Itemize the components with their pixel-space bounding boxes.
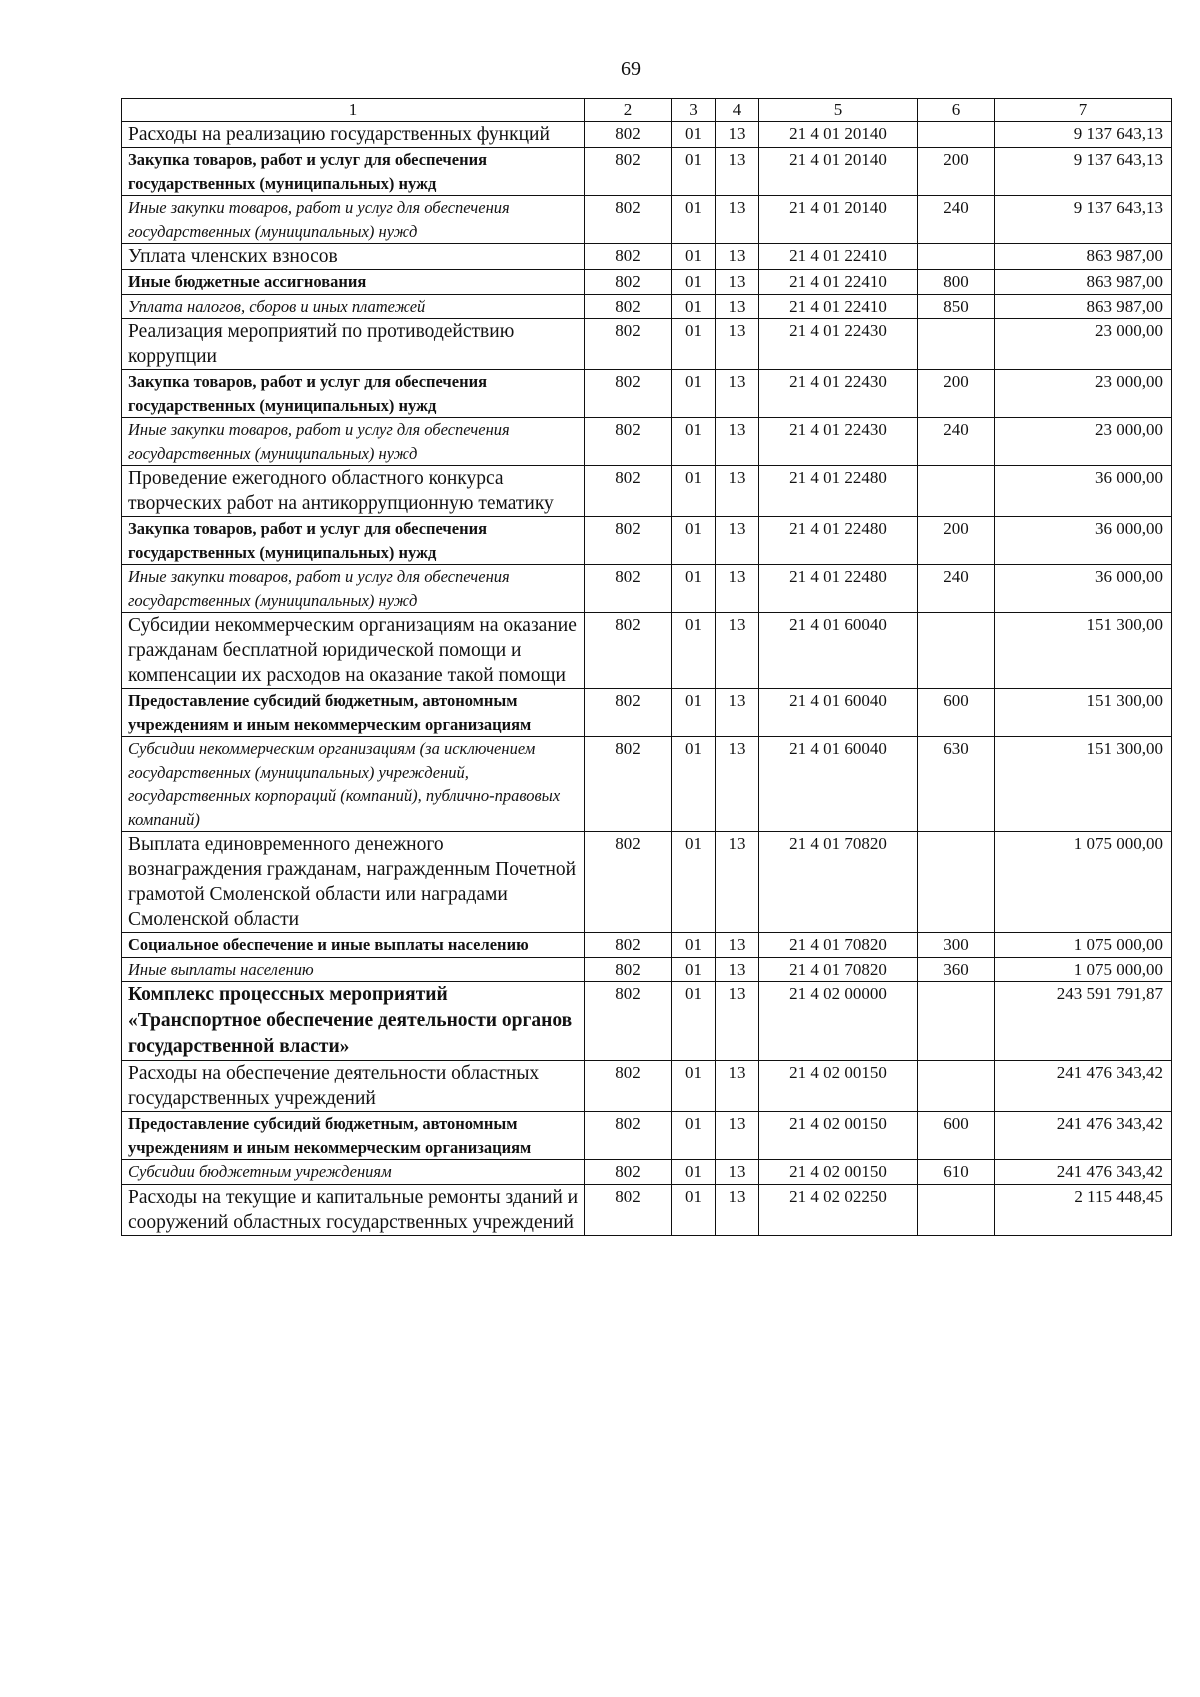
expense-type-code-cell: 300: [918, 933, 995, 958]
section-code-cell: 01: [672, 294, 716, 319]
expense-name-cell: Проведение ежегодного областного конкурса творческих работ на антикоррупционную тематику: [122, 466, 585, 517]
expense-name-cell: Предоставление субсидий бюджетным, автономным учреждениям и иным некоммерческим организациям: [122, 689, 585, 737]
table-row: [122, 689, 1172, 737]
amount-cell: 9 137 643,13: [995, 148, 1172, 196]
subsection-code-cell: 13: [716, 565, 759, 613]
expense-type-code-cell: [918, 319, 995, 370]
amount-cell: 9 137 643,13: [995, 122, 1172, 148]
section-code-cell: 01: [672, 319, 716, 370]
amount-cell: 241 476 343,42: [995, 1112, 1172, 1160]
ministry-code-cell: 802: [585, 565, 672, 613]
amount-cell: 863 987,00: [995, 244, 1172, 270]
section-code-cell: 01: [672, 933, 716, 958]
expense-type-code-cell: [918, 122, 995, 148]
section-code-cell: 01: [672, 1112, 716, 1160]
section-code-cell: 01: [672, 832, 716, 933]
target-article-code-cell: 21 4 01 70820: [759, 832, 918, 933]
expense-type-code-cell: [918, 244, 995, 270]
amount-cell: 241 476 343,42: [995, 1160, 1172, 1185]
subsection-code-cell: 13: [716, 148, 759, 196]
target-article-code-cell: 21 4 01 22410: [759, 294, 918, 319]
amount-cell: 1 075 000,00: [995, 933, 1172, 958]
target-article-code-cell: 21 4 01 22410: [759, 244, 918, 270]
ministry-code-cell: 802: [585, 466, 672, 517]
subsection-code-cell: 13: [716, 832, 759, 933]
amount-cell: 36 000,00: [995, 466, 1172, 517]
ministry-code-cell: 802: [585, 244, 672, 270]
subsection-code-cell: 13: [716, 933, 759, 958]
target-article-code-cell: 21 4 01 70820: [759, 933, 918, 958]
expense-type-code-cell: 200: [918, 148, 995, 196]
target-article-code-cell: 21 4 01 22430: [759, 418, 918, 466]
subsection-code-cell: 13: [716, 982, 759, 1061]
expense-type-code-cell: [918, 982, 995, 1061]
section-code-cell: 01: [672, 1061, 716, 1112]
expense-type-code-cell: 240: [918, 418, 995, 466]
subsection-code-cell: 13: [716, 1061, 759, 1112]
expense-name-cell: Расходы на реализацию государственных функций: [122, 122, 585, 148]
header-col-6: 6: [918, 99, 995, 122]
target-article-code-cell: 21 4 01 60040: [759, 613, 918, 689]
section-code-cell: 01: [672, 982, 716, 1061]
subsection-code-cell: 13: [716, 244, 759, 270]
table-row: [122, 370, 1172, 418]
table-row: [122, 565, 1172, 613]
ministry-code-cell: 802: [585, 1112, 672, 1160]
expense-type-code-cell: 850: [918, 294, 995, 319]
ministry-code-cell: 802: [585, 1061, 672, 1112]
section-code-cell: 01: [672, 957, 716, 982]
ministry-code-cell: 802: [585, 982, 672, 1061]
subsection-code-cell: 13: [716, 466, 759, 517]
expense-name-cell: Предоставление субсидий бюджетным, автономным учреждениям и иным некоммерческим организациям: [122, 1112, 585, 1160]
page-number: 69: [621, 58, 641, 80]
amount-cell: 2 115 448,45: [995, 1184, 1172, 1235]
ministry-code-cell: 802: [585, 689, 672, 737]
table-row: [122, 517, 1172, 565]
table-row: [122, 319, 1172, 370]
subsection-code-cell: 13: [716, 613, 759, 689]
target-article-code-cell: 21 4 01 22430: [759, 319, 918, 370]
expense-type-code-cell: 600: [918, 1112, 995, 1160]
section-code-cell: 01: [672, 613, 716, 689]
table-row: [122, 982, 1172, 1061]
amount-cell: 1 075 000,00: [995, 832, 1172, 933]
ministry-code-cell: 802: [585, 122, 672, 148]
table-row: [122, 270, 1172, 295]
table-row: [122, 1160, 1172, 1185]
table-row: [122, 957, 1172, 982]
table-row: [122, 613, 1172, 689]
ministry-code-cell: 802: [585, 370, 672, 418]
table-row: [122, 196, 1172, 244]
expense-type-code-cell: 240: [918, 196, 995, 244]
target-article-code-cell: 21 4 02 00150: [759, 1160, 918, 1185]
expense-name-cell: Иные закупки товаров, работ и услуг для обеспечения государственных (муниципальных) нужд: [122, 196, 585, 244]
expense-name-cell: Иные закупки товаров, работ и услуг для обеспечения государственных (муниципальных) нужд: [122, 418, 585, 466]
subsection-code-cell: 13: [716, 196, 759, 244]
expense-type-code-cell: 360: [918, 957, 995, 982]
target-article-code-cell: 21 4 02 00150: [759, 1112, 918, 1160]
amount-cell: 36 000,00: [995, 565, 1172, 613]
ministry-code-cell: 802: [585, 270, 672, 295]
table-row: [122, 832, 1172, 933]
expense-type-code-cell: [918, 613, 995, 689]
expense-type-code-cell: [918, 832, 995, 933]
target-article-code-cell: 21 4 01 60040: [759, 689, 918, 737]
amount-cell: 863 987,00: [995, 294, 1172, 319]
amount-cell: 243 591 791,87: [995, 982, 1172, 1061]
section-code-cell: 01: [672, 196, 716, 244]
expense-name-cell: Иные закупки товаров, работ и услуг для обеспечения государственных (муниципальных) нужд: [122, 565, 585, 613]
expense-name-cell: Социальное обеспечение и иные выплаты населению: [122, 933, 585, 958]
section-code-cell: 01: [672, 148, 716, 196]
table-row: [122, 294, 1172, 319]
amount-cell: 1 075 000,00: [995, 957, 1172, 982]
table-row: [122, 737, 1172, 832]
section-code-cell: 01: [672, 517, 716, 565]
amount-cell: 863 987,00: [995, 270, 1172, 295]
section-code-cell: 01: [672, 737, 716, 832]
table-row: [122, 1184, 1172, 1235]
table-row: [122, 933, 1172, 958]
ministry-code-cell: 802: [585, 196, 672, 244]
table-row: [122, 122, 1172, 148]
subsection-code-cell: 13: [716, 294, 759, 319]
target-article-code-cell: 21 4 01 60040: [759, 737, 918, 832]
ministry-code-cell: 802: [585, 319, 672, 370]
ministry-code-cell: 802: [585, 1184, 672, 1235]
subsection-code-cell: 13: [716, 517, 759, 565]
expense-type-code-cell: 200: [918, 370, 995, 418]
header-col-7: 7: [995, 99, 1172, 122]
section-code-cell: 01: [672, 565, 716, 613]
amount-cell: 241 476 343,42: [995, 1061, 1172, 1112]
target-article-code-cell: 21 4 01 20140: [759, 122, 918, 148]
table-row: [122, 1112, 1172, 1160]
section-code-cell: 01: [672, 244, 716, 270]
expense-name-cell: Реализация мероприятий по противодействию коррупции: [122, 319, 585, 370]
ministry-code-cell: 802: [585, 148, 672, 196]
expense-name-cell: Расходы на обеспечение деятельности областных государственных учреждений: [122, 1061, 585, 1112]
ministry-code-cell: 802: [585, 737, 672, 832]
ministry-code-cell: 802: [585, 933, 672, 958]
subsection-code-cell: 13: [716, 1112, 759, 1160]
subsection-code-cell: 13: [716, 319, 759, 370]
expense-name-cell: Субсидии некоммерческим организациям на оказание гражданам бесплатной юридической помощи и компенсации их расходов на оказание такой помощи: [122, 613, 585, 689]
table-row: [122, 466, 1172, 517]
amount-cell: 151 300,00: [995, 689, 1172, 737]
expense-name-cell: Уплата налогов, сборов и иных платежей: [122, 294, 585, 319]
expense-name-cell: Расходы на текущие и капитальные ремонты зданий и сооружений областных государственных учреждений: [122, 1184, 585, 1235]
section-code-cell: 01: [672, 370, 716, 418]
ministry-code-cell: 802: [585, 418, 672, 466]
ministry-code-cell: 802: [585, 294, 672, 319]
subsection-code-cell: 13: [716, 122, 759, 148]
amount-cell: 9 137 643,13: [995, 196, 1172, 244]
target-article-code-cell: 21 4 01 70820: [759, 957, 918, 982]
expense-name-cell: Комплекс процессных мероприятий «Транспортное обеспечение деятельности органов государственной власти»: [122, 982, 585, 1061]
target-article-code-cell: 21 4 01 22480: [759, 517, 918, 565]
expense-type-code-cell: 800: [918, 270, 995, 295]
header-col-2: 2: [585, 99, 672, 122]
subsection-code-cell: 13: [716, 689, 759, 737]
expense-name-cell: Выплата единовременного денежного вознаграждения гражданам, награжденным Почетной грамотой Смоленской области или наградами Смоленской области: [122, 832, 585, 933]
subsection-code-cell: 13: [716, 370, 759, 418]
subsection-code-cell: 13: [716, 1160, 759, 1185]
header-row: [122, 99, 1172, 122]
expense-name-cell: Субсидии бюджетным учреждениям: [122, 1160, 585, 1185]
expense-name-cell: Иные выплаты населению: [122, 957, 585, 982]
amount-cell: 151 300,00: [995, 737, 1172, 832]
expense-name-cell: Закупка товаров, работ и услуг для обеспечения государственных (муниципальных) нужд: [122, 517, 585, 565]
table-body: [122, 122, 1172, 1236]
subsection-code-cell: 13: [716, 418, 759, 466]
ministry-code-cell: 802: [585, 1160, 672, 1185]
ministry-code-cell: 802: [585, 957, 672, 982]
expense-name-cell: Субсидии некоммерческим организациям (за исключением государственных (муниципальных) учреждений, государственных корпораций (компаний), публично-правовых компаний): [122, 737, 585, 832]
expense-type-code-cell: [918, 1061, 995, 1112]
section-code-cell: 01: [672, 1160, 716, 1185]
target-article-code-cell: 21 4 01 22480: [759, 565, 918, 613]
section-code-cell: 01: [672, 418, 716, 466]
amount-cell: 23 000,00: [995, 370, 1172, 418]
expense-name-cell: Закупка товаров, работ и услуг для обеспечения государственных (муниципальных) нужд: [122, 148, 585, 196]
ministry-code-cell: 802: [585, 613, 672, 689]
expense-type-code-cell: 610: [918, 1160, 995, 1185]
target-article-code-cell: 21 4 01 22430: [759, 370, 918, 418]
header-col-4: 4: [716, 99, 759, 122]
target-article-code-cell: 21 4 01 22410: [759, 270, 918, 295]
amount-cell: 151 300,00: [995, 613, 1172, 689]
expense-name-cell: Закупка товаров, работ и услуг для обеспечения государственных (муниципальных) нужд: [122, 370, 585, 418]
section-code-cell: 01: [672, 466, 716, 517]
table-row: [122, 418, 1172, 466]
section-code-cell: 01: [672, 1184, 716, 1235]
target-article-code-cell: 21 4 01 20140: [759, 196, 918, 244]
subsection-code-cell: 13: [716, 957, 759, 982]
expense-type-code-cell: [918, 1184, 995, 1235]
header-col-3: 3: [672, 99, 716, 122]
expense-type-code-cell: 240: [918, 565, 995, 613]
expense-type-code-cell: 630: [918, 737, 995, 832]
subsection-code-cell: 13: [716, 270, 759, 295]
expense-name-cell: Иные бюджетные ассигнования: [122, 270, 585, 295]
header-col-1: 1: [122, 99, 585, 122]
section-code-cell: 01: [672, 122, 716, 148]
target-article-code-cell: 21 4 02 02250: [759, 1184, 918, 1235]
expense-type-code-cell: 200: [918, 517, 995, 565]
target-article-code-cell: 21 4 01 22480: [759, 466, 918, 517]
expense-type-code-cell: [918, 466, 995, 517]
target-article-code-cell: 21 4 01 20140: [759, 148, 918, 196]
subsection-code-cell: 13: [716, 737, 759, 832]
table-row: [122, 148, 1172, 196]
table-row: [122, 1061, 1172, 1112]
expense-type-code-cell: 600: [918, 689, 995, 737]
amount-cell: 36 000,00: [995, 517, 1172, 565]
target-article-code-cell: 21 4 02 00000: [759, 982, 918, 1061]
table-row: [122, 244, 1172, 270]
ministry-code-cell: 802: [585, 832, 672, 933]
amount-cell: 23 000,00: [995, 418, 1172, 466]
amount-cell: 23 000,00: [995, 319, 1172, 370]
target-article-code-cell: 21 4 02 00150: [759, 1061, 918, 1112]
expense-name-cell: Уплата членских взносов: [122, 244, 585, 270]
budget-table: [121, 98, 1172, 1236]
section-code-cell: 01: [672, 270, 716, 295]
section-code-cell: 01: [672, 689, 716, 737]
header-col-5: 5: [759, 99, 918, 122]
subsection-code-cell: 13: [716, 1184, 759, 1235]
ministry-code-cell: 802: [585, 517, 672, 565]
